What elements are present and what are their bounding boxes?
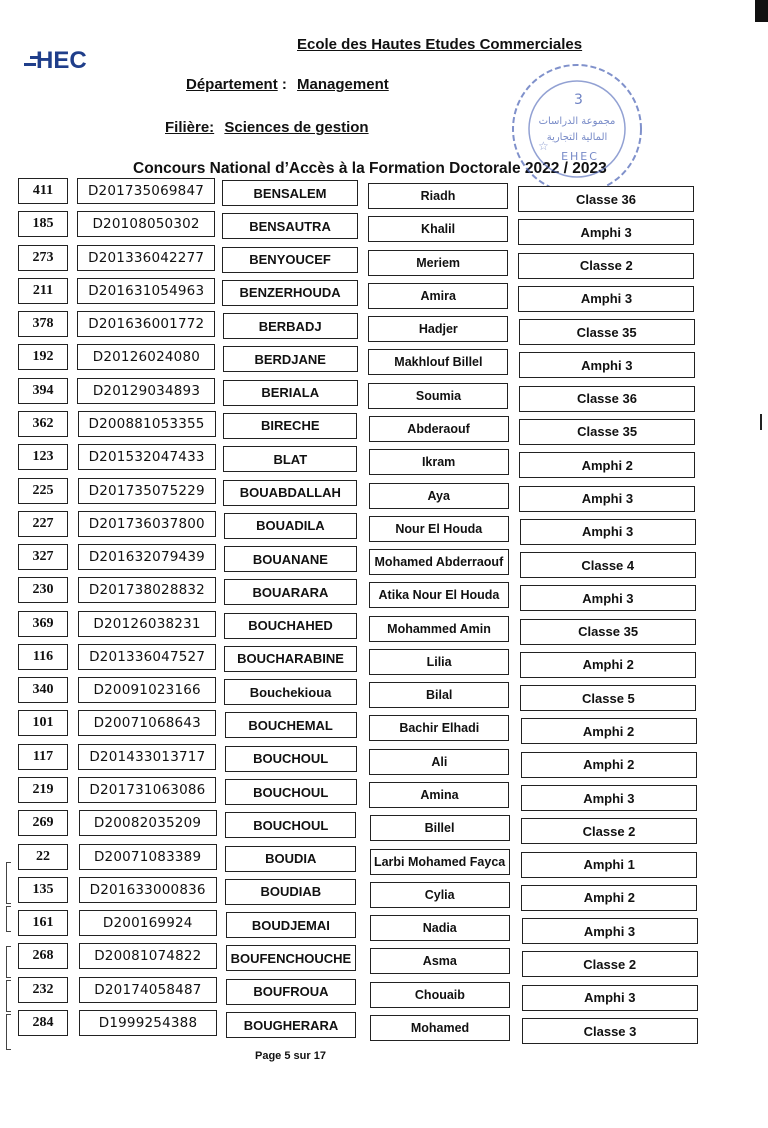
- cell-salle: Classe 36: [518, 186, 694, 212]
- cell-id: D20091023166: [78, 677, 216, 703]
- cell-prenom: Hadjer: [368, 316, 508, 342]
- cell-nom: BENSAUTRA: [222, 213, 358, 239]
- school-name: Ecole des Hautes Etudes Commerciales: [297, 36, 583, 53]
- cell-id: D201735075229: [78, 478, 216, 504]
- cell-nom: BOUCHEMAL: [225, 712, 357, 738]
- cell-nom: BOUABDALLAH: [223, 480, 357, 506]
- cell-num: 227: [18, 511, 68, 537]
- cell-num: 101: [18, 710, 68, 736]
- cell-num: 268: [18, 943, 68, 969]
- cell-id: D201633000836: [79, 877, 217, 903]
- cell-prenom: Riadh: [368, 183, 508, 209]
- cell-num: 116: [18, 644, 68, 670]
- page-footer: Page 5 sur 17: [255, 1050, 326, 1062]
- cell-salle: Amphi 3: [522, 918, 698, 944]
- cell-nom: BOUDIAB: [225, 879, 356, 905]
- cell-nom: BERBADJ: [223, 313, 358, 339]
- binding-mark: [6, 906, 11, 932]
- cell-id: D20082035209: [79, 810, 217, 836]
- cell-nom: BOUDIA: [225, 846, 356, 872]
- cell-salle: Amphi 3: [518, 286, 694, 312]
- cell-num: 225: [18, 478, 68, 504]
- cell-prenom: Ikram: [369, 449, 509, 475]
- cell-salle: Classe 35: [519, 419, 695, 445]
- filiere-label: Filière:: [165, 119, 215, 136]
- cell-salle: Amphi 3: [518, 219, 694, 245]
- cell-id: D20071068643: [78, 710, 216, 736]
- concours-title: Concours National d’Accès à la Formation Doctorale 2022 / 2023: [133, 160, 607, 177]
- stamp-star-icon: ☆: [538, 139, 549, 153]
- cell-prenom: Amina: [369, 782, 509, 808]
- cell-num: 269: [18, 810, 68, 836]
- cell-prenom: Mohammed Amin: [369, 616, 509, 642]
- cell-id: D201336047527: [78, 644, 216, 670]
- cell-nom: BENYOUCEF: [222, 247, 358, 273]
- filiere-line: [165, 119, 369, 136]
- cell-id: D20126038231: [78, 611, 216, 637]
- cell-id: D201632079439: [78, 544, 216, 570]
- cell-salle: Amphi 2: [521, 752, 697, 778]
- cell-salle: Amphi 1: [521, 852, 697, 878]
- cell-id: D20081074822: [79, 943, 217, 969]
- cell-num: 161: [18, 910, 68, 936]
- cell-salle: Amphi 3: [520, 519, 696, 545]
- cell-prenom: Ali: [369, 749, 509, 775]
- cell-salle: Amphi 3: [520, 585, 696, 611]
- cell-nom: BOUDJEMAI: [226, 912, 357, 938]
- cell-nom: BOUARARA: [224, 579, 357, 605]
- cell-salle: Amphi 3: [519, 486, 695, 512]
- cell-num: 22: [18, 844, 68, 870]
- cell-num: 273: [18, 245, 68, 271]
- cell-salle: Amphi 2: [520, 652, 696, 678]
- cell-prenom: Cylia: [370, 882, 510, 908]
- scan-edge-tick: [760, 414, 762, 430]
- stamp-line1: مجموعة الدراسات: [538, 116, 616, 127]
- cell-prenom: Asma: [370, 948, 510, 974]
- cell-id: D20126024080: [77, 344, 215, 370]
- cell-salle: Classe 35: [520, 619, 696, 645]
- cell-num: 219: [18, 777, 68, 803]
- cell-nom: BOUCHOUL: [225, 779, 357, 805]
- cell-num: 284: [18, 1010, 68, 1036]
- cell-prenom: Mohamed: [370, 1015, 510, 1041]
- cell-id: D201433013717: [78, 744, 216, 770]
- hec-logo: [22, 44, 106, 74]
- cell-id: D201532047433: [78, 444, 216, 470]
- cell-salle: Classe 35: [519, 319, 695, 345]
- cell-nom: Bouchekioua: [224, 679, 356, 705]
- cell-prenom: Nadia: [370, 915, 510, 941]
- cell-id: D200169924: [79, 910, 217, 936]
- cell-salle: Amphi 3: [519, 352, 695, 378]
- cell-salle: Classe 2: [521, 818, 697, 844]
- binding-mark: [6, 862, 11, 904]
- cell-id: D20174058487: [79, 977, 217, 1003]
- cell-num: 185: [18, 211, 68, 237]
- cell-id: D20108050302: [77, 211, 215, 237]
- stamp-number: 3: [574, 92, 583, 108]
- cell-prenom: Larbi Mohamed Fayca: [370, 849, 510, 875]
- cell-nom: BOUGHERARA: [226, 1012, 356, 1038]
- cell-nom: BOUFENCHOUCHE: [226, 945, 356, 971]
- cell-id: D20129034893: [77, 378, 215, 404]
- department-line: [186, 76, 389, 93]
- binding-mark: [6, 980, 11, 1012]
- cell-id: D201738028832: [78, 577, 216, 603]
- cell-id: D201631054963: [77, 278, 215, 304]
- cell-nom: BLAT: [223, 446, 357, 472]
- cell-id: D201735069847: [77, 178, 215, 204]
- cell-salle: Amphi 3: [522, 985, 698, 1011]
- cell-id: D201736037800: [78, 511, 216, 537]
- cell-prenom: Khalil: [368, 216, 508, 242]
- cell-num: 135: [18, 877, 68, 903]
- cell-prenom: Meriem: [368, 250, 508, 276]
- cell-prenom: Lilia: [369, 649, 509, 675]
- cell-prenom: Nour El Houda: [369, 516, 509, 542]
- stamp-text: EHEC: [561, 150, 599, 163]
- cell-salle: Classe 4: [520, 552, 696, 578]
- cell-nom: BENZERHOUDA: [222, 280, 357, 306]
- filiere-value: Sciences de gestion: [224, 119, 369, 136]
- cell-num: 369: [18, 611, 68, 637]
- cell-prenom: Mohamed Abderraouf: [369, 549, 509, 575]
- cell-nom: BENSALEM: [222, 180, 358, 206]
- cell-salle: Amphi 2: [521, 718, 697, 744]
- scan-edge-mark: [755, 0, 768, 22]
- cell-num: 411: [18, 178, 68, 204]
- cell-num: 123: [18, 444, 68, 470]
- cell-salle: Amphi 2: [519, 452, 695, 478]
- cell-nom: BOUFROUA: [226, 979, 356, 1005]
- cell-nom: BOUCHAHED: [224, 613, 357, 639]
- cell-nom: BERDJANE: [223, 346, 358, 372]
- cell-num: 211: [18, 278, 68, 304]
- cell-prenom: Amira: [368, 283, 508, 309]
- cell-salle: Classe 5: [520, 685, 696, 711]
- cell-prenom: Makhlouf Billel: [368, 349, 508, 375]
- cell-num: 340: [18, 677, 68, 703]
- department-separator: :: [281, 76, 287, 93]
- cell-nom: BOUCHARABINE: [224, 646, 357, 672]
- official-stamp: [508, 60, 646, 198]
- cell-id: D201636001772: [77, 311, 215, 337]
- cell-salle: Classe 2: [522, 951, 698, 977]
- cell-nom: BOUCHOUL: [225, 746, 357, 772]
- cell-salle: Amphi 2: [521, 885, 697, 911]
- cell-num: 232: [18, 977, 68, 1003]
- cell-salle: Classe 2: [518, 253, 694, 279]
- cell-salle: Classe 36: [519, 386, 695, 412]
- cell-prenom: Bilal: [369, 682, 509, 708]
- cell-prenom: Bachir Elhadi: [369, 715, 509, 741]
- cell-id: D20071083389: [79, 844, 217, 870]
- logo-text: HEC: [36, 47, 87, 74]
- cell-nom: BOUCHOUL: [225, 812, 356, 838]
- cell-prenom: Chouaib: [370, 982, 510, 1008]
- cell-prenom: Billel: [370, 815, 510, 841]
- cell-nom: BOUADILA: [224, 513, 358, 539]
- cell-nom: BOUANANE: [224, 546, 357, 572]
- cell-num: 230: [18, 577, 68, 603]
- department-label: Département: [186, 76, 278, 93]
- cell-salle: Amphi 3: [521, 785, 697, 811]
- cell-prenom: Aya: [369, 483, 509, 509]
- cell-id: D1999254388: [79, 1010, 217, 1036]
- cell-id: D201336042277: [77, 245, 215, 271]
- cell-prenom: Soumia: [368, 383, 508, 409]
- stamp-line2: المالية التجارية: [546, 132, 608, 143]
- cell-nom: BERIALA: [223, 380, 358, 406]
- cell-num: 327: [18, 544, 68, 570]
- cell-id: D200881053355: [78, 411, 216, 437]
- cell-num: 362: [18, 411, 68, 437]
- cell-num: 378: [18, 311, 68, 337]
- cell-num: 394: [18, 378, 68, 404]
- binding-mark: [6, 946, 11, 978]
- cell-prenom: Atika Nour El Houda: [369, 582, 509, 608]
- cell-prenom: Abderaouf: [369, 416, 509, 442]
- cell-salle: Classe 3: [522, 1018, 698, 1044]
- cell-id: D201731063086: [78, 777, 216, 803]
- department-value: Management: [297, 76, 389, 93]
- cell-num: 117: [18, 744, 68, 770]
- cell-num: 192: [18, 344, 68, 370]
- binding-mark: [6, 1014, 11, 1050]
- cell-nom: BIRECHE: [223, 413, 357, 439]
